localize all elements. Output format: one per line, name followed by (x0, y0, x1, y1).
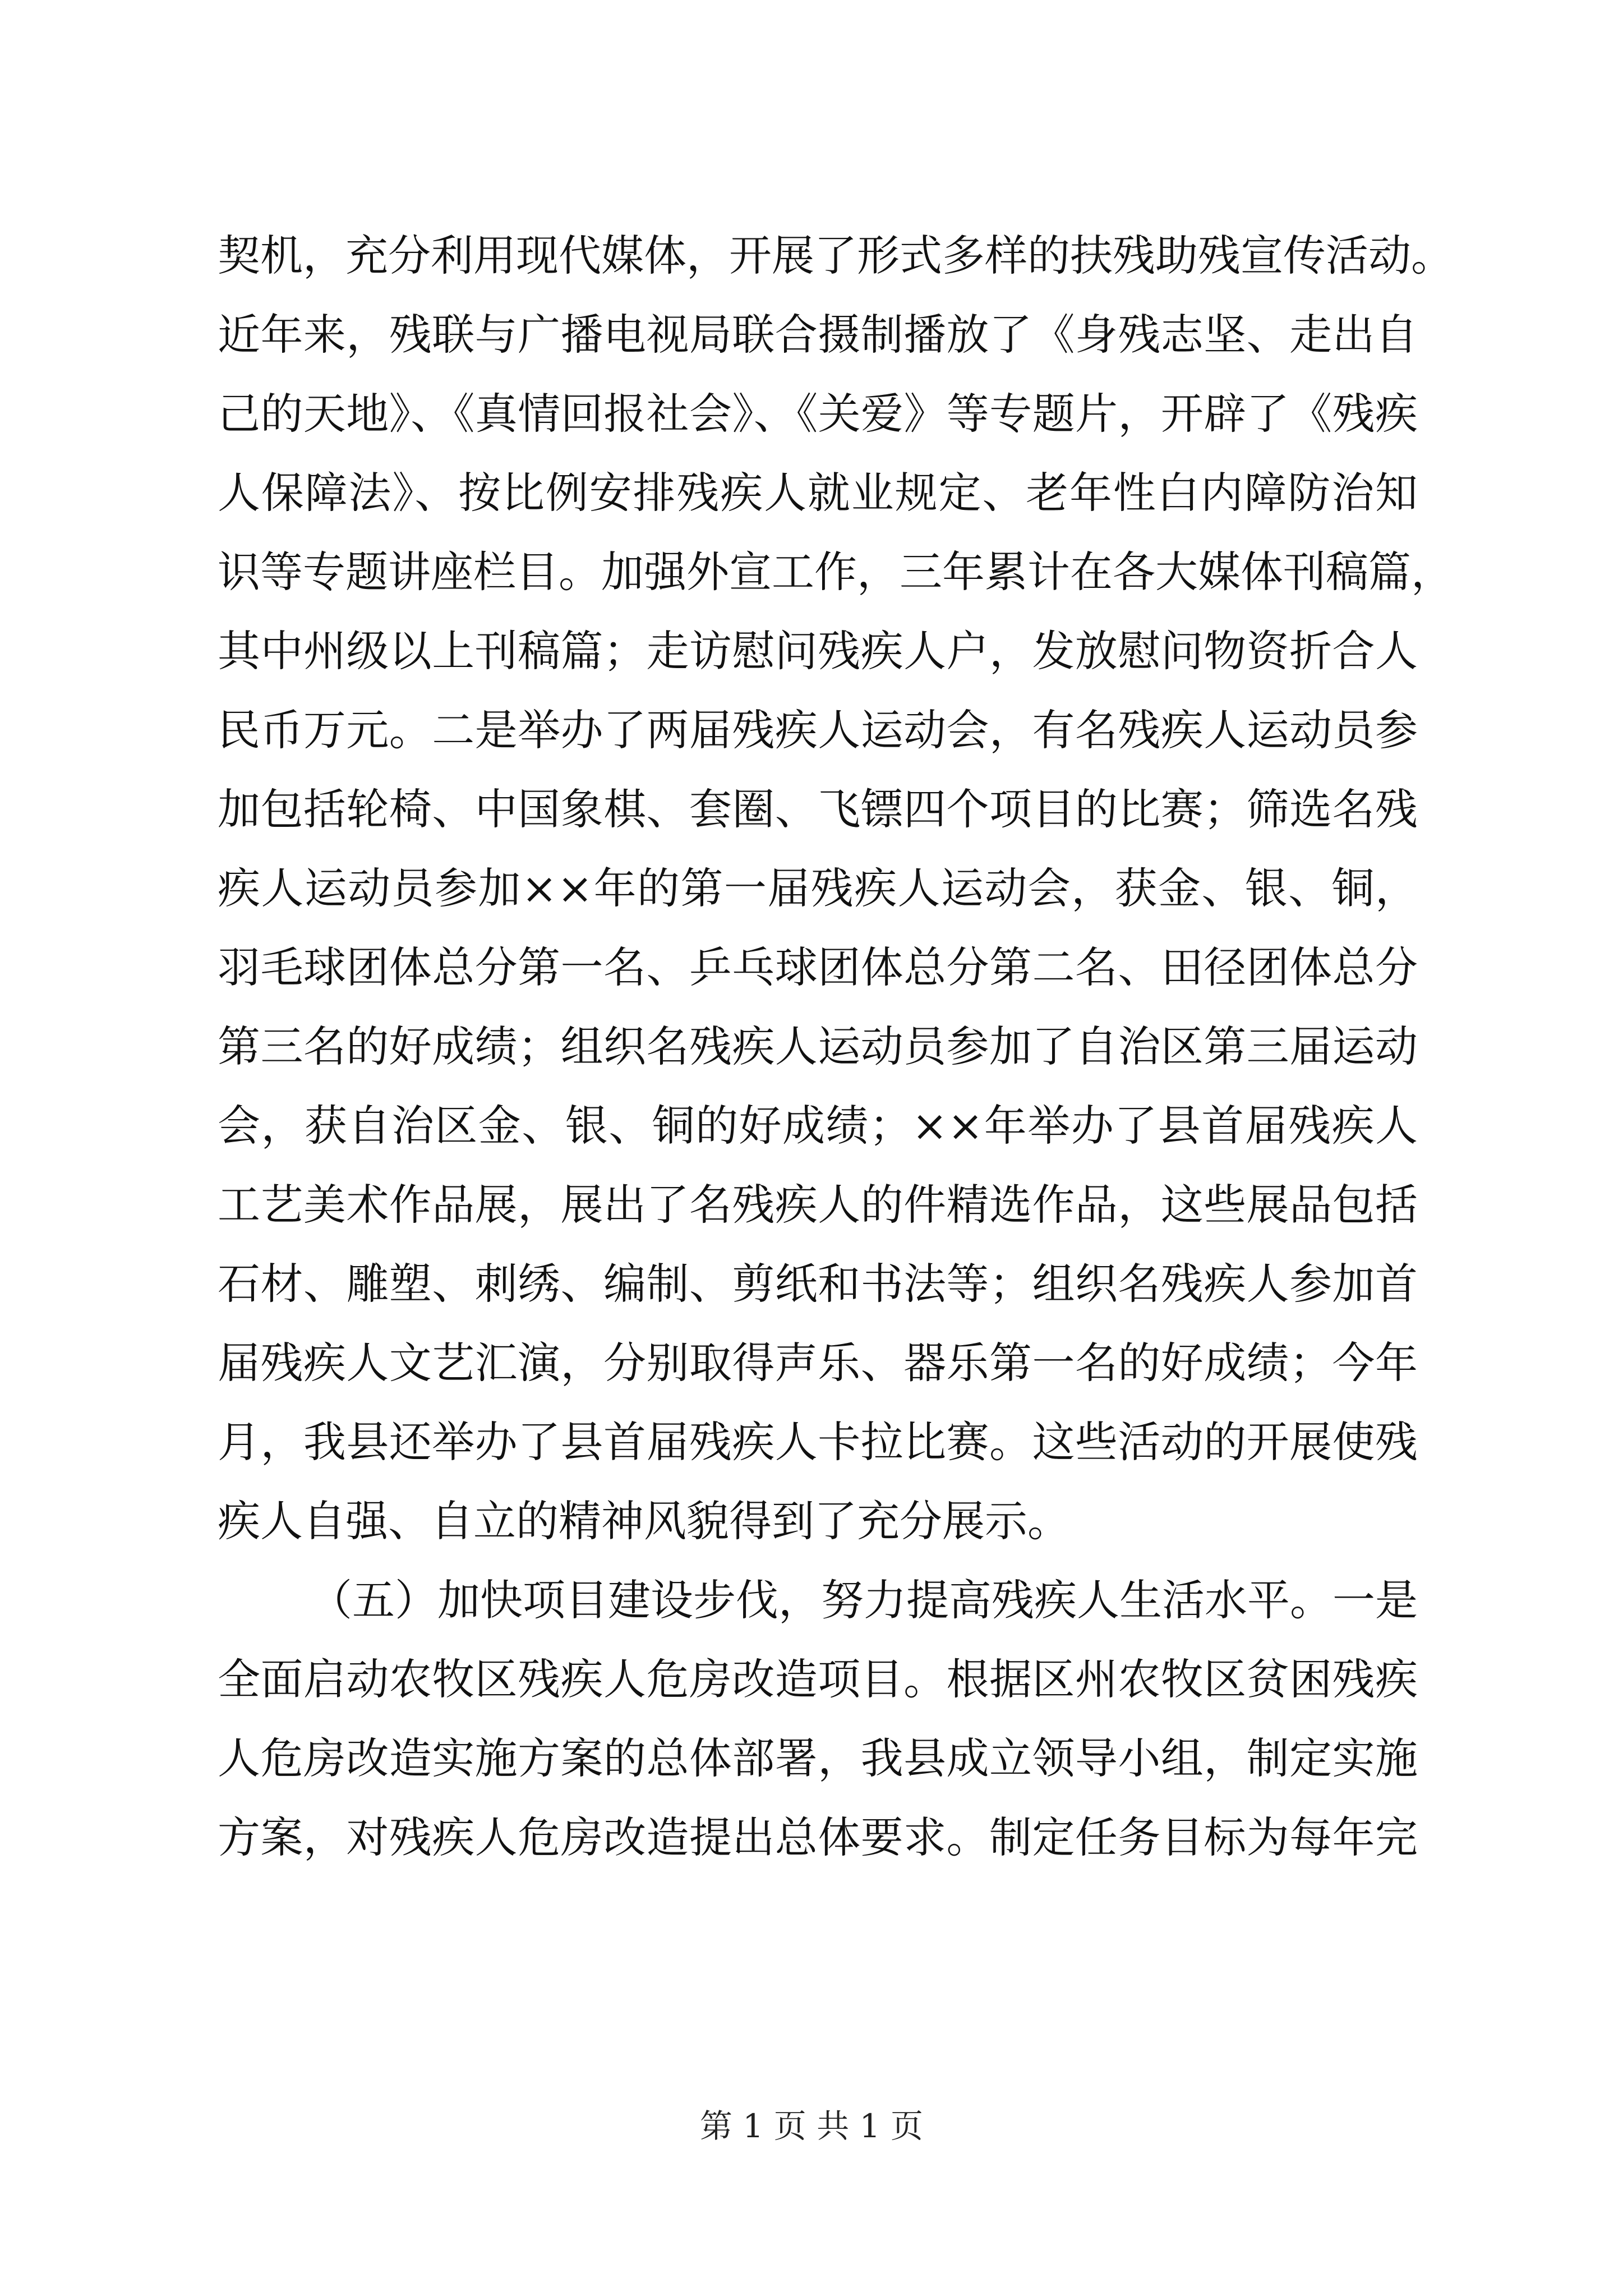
text-line: 人保障法》、按比例安排残疾人就业规定、老年性白内障防治知 (218, 468, 1418, 518)
text-line: 民币万元。二是举办了两届残疾人运动会，有名残疾人运动员参 (218, 705, 1418, 755)
text-line: 全面启动农牧区残疾人危房改造项目。根据区州农牧区贫困残疾 (218, 1654, 1418, 1704)
page-footer: 第 1 页 共 1 页 (700, 2107, 923, 2145)
text-line: 届残疾人文艺汇演，分别取得声乐、器乐第一名的好成绩；今年 (218, 1338, 1418, 1388)
text-line: 月，我县还举办了县首届残疾人卡拉比赛。这些活动的开展使残 (218, 1417, 1418, 1467)
text-line: 近年来，残联与广播电视局联合摄制播放了《身残志坚、走出自 (218, 310, 1418, 360)
text-line: 第三名的好成绩；组织名残疾人运动员参加了自治区第三届运动 (218, 1022, 1418, 1071)
text-line: 人危房改造实施方案的总体部署，我县成立领导小组，制定实施 (218, 1733, 1418, 1783)
section-heading-line: （五）加快项目建设步伐，努力提高残疾人生活水平。一是 (310, 1575, 1418, 1625)
text-line: 己的天地》、《真情回报社会》、《关爱》等专题片，开辟了《残疾 (218, 389, 1418, 439)
text-line: 羽毛球团体总分第一名、乒乓球团体总分第二名、田径团体总分 (218, 942, 1418, 992)
document-body (218, 216, 1454, 1877)
text-line: 其中州级以上刊稿篇；走访慰问残疾人户，发放慰问物资折合人 (218, 626, 1418, 676)
text-line: 石材、雕塑、刺绣、编制、剪纸和书法等；组织名残疾人参加首 (218, 1259, 1418, 1309)
text-line: 加包括轮椅、中国象棋、套圈、飞镖四个项目的比赛；筛选名残 (218, 784, 1418, 834)
text-line: 契机，充分利用现代媒体，开展了形式多样的扶残助残宣传活动。 (218, 231, 1454, 280)
text-line: 工艺美术作品展，展出了名残疾人的件精选作品，这些展品包括 (218, 1180, 1418, 1230)
paragraph-end-line: 疾人自强、自立的精神风貌得到了充分展示。 (218, 1496, 1070, 1546)
text-line: 会，获自治区金、银、铜的好成绩；××年举办了县首届残疾人 (218, 1101, 1418, 1151)
text-line: 识等专题讲座栏目。加强外宣工作，三年累计在各大媒体刊稿篇， (218, 547, 1454, 597)
text-line: 疾人运动员参加××年的第一届残疾人运动会，获金、银、铜， (218, 863, 1418, 913)
text-line: 方案，对残疾人危房改造提出总体要求。制定任务目标为每年完 (218, 1812, 1418, 1862)
